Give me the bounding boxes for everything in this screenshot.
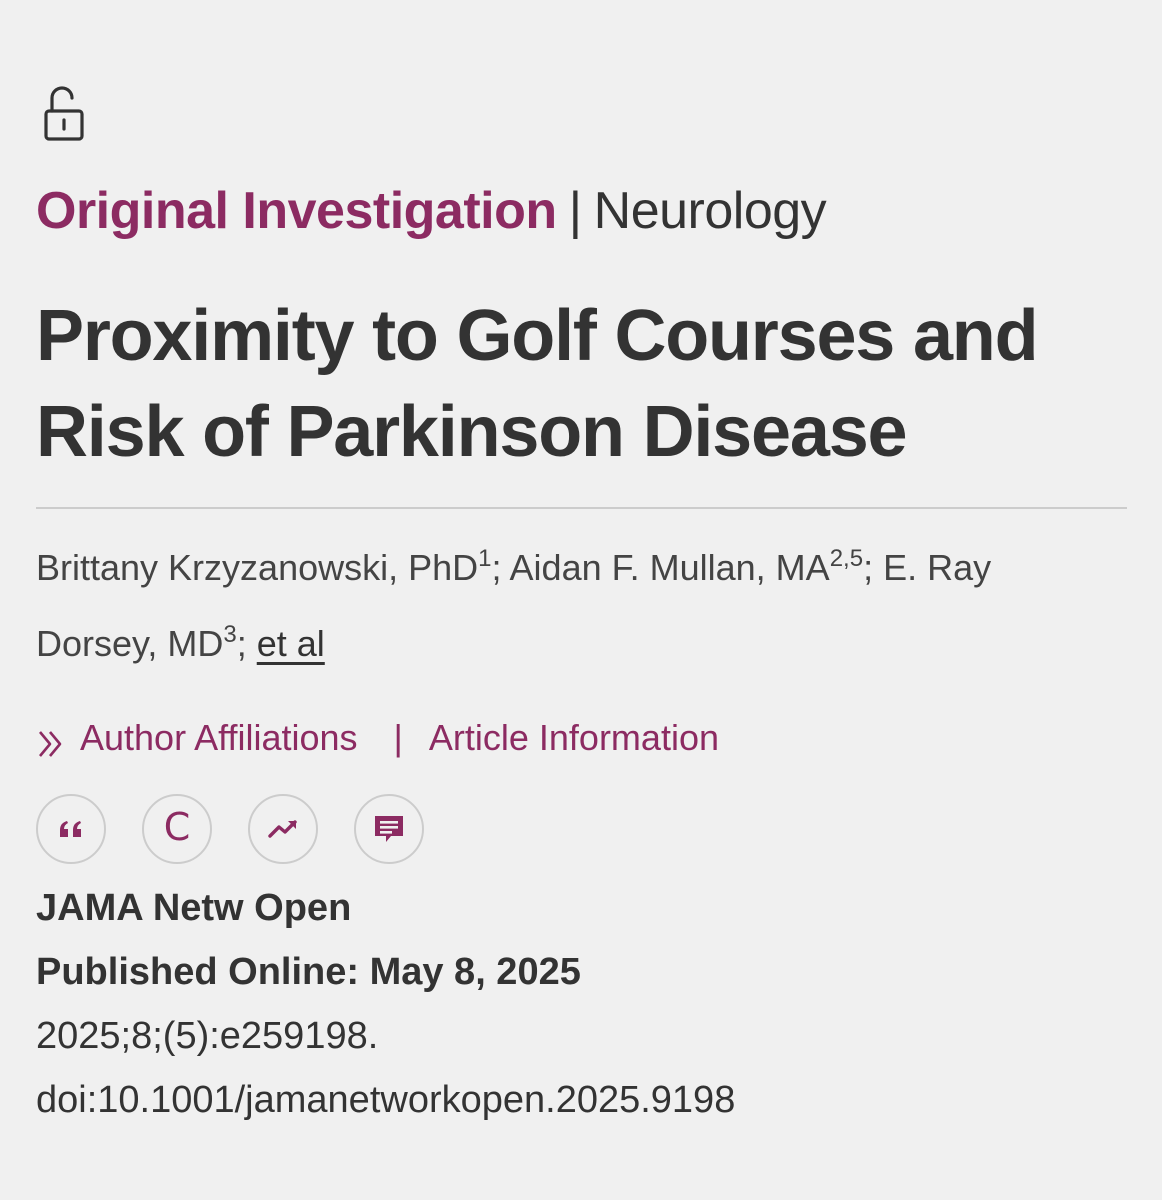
article-info-links bbox=[36, 712, 719, 764]
double-chevron-right-icon[interactable] bbox=[36, 722, 68, 754]
quote-icon bbox=[58, 819, 84, 839]
publication-info bbox=[36, 876, 1136, 1132]
et-al-link[interactable]: et al bbox=[256, 623, 325, 664]
author-name: Aidan F. Mullan, MA bbox=[509, 547, 830, 588]
trending-up-icon bbox=[268, 819, 298, 839]
citation: 2025;8;(5):e259198. bbox=[36, 1015, 379, 1057]
author-separator: ; bbox=[491, 547, 510, 588]
article-type: Original Investigation bbox=[36, 182, 557, 240]
metrics-button[interactable] bbox=[248, 794, 318, 864]
comments-button[interactable] bbox=[354, 794, 424, 864]
article-subject: Neurology bbox=[593, 182, 827, 240]
author-affiliation-number: 2,5 bbox=[829, 545, 864, 572]
author-separator: ; bbox=[863, 547, 884, 588]
published-date: Published Online: May 8, 2025 bbox=[36, 951, 581, 993]
author-list bbox=[36, 530, 1116, 682]
title-divider bbox=[36, 507, 1127, 509]
category-separator: | bbox=[568, 182, 582, 240]
article-title: Proximity to Golf Courses and Risk of Parkinson Disease bbox=[36, 296, 1038, 472]
article-information-link[interactable]: Article Information bbox=[428, 717, 719, 758]
doi: doi:10.1001/jamanetworkopen.2025.9198 bbox=[36, 1079, 736, 1121]
links-separator: | bbox=[393, 717, 403, 758]
article-actions bbox=[36, 794, 424, 864]
cite-button[interactable] bbox=[36, 794, 106, 864]
author-affiliations-link[interactable]: Author Affiliations bbox=[80, 717, 358, 758]
author-name: Brittany Krzyzanowski, PhD bbox=[36, 547, 479, 588]
author-affiliation-number: 1 bbox=[478, 545, 492, 572]
author-name: E. Ray Dorsey, MD bbox=[36, 547, 992, 664]
journal-name: JAMA Netw Open bbox=[36, 887, 352, 929]
permissions-button[interactable] bbox=[142, 794, 212, 864]
copyright-icon: C bbox=[163, 805, 191, 849]
article-category bbox=[36, 176, 826, 246]
comment-icon bbox=[373, 814, 405, 844]
author-affiliation-number: 3 bbox=[223, 621, 237, 648]
author-separator: ; bbox=[236, 623, 257, 664]
unlocked-icon bbox=[40, 84, 88, 142]
